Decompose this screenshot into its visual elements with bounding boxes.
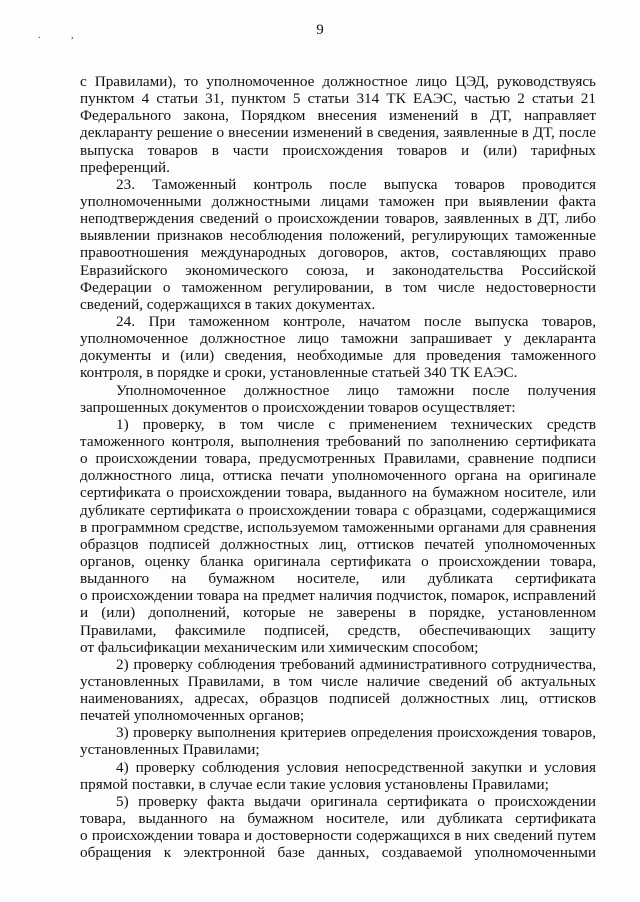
- text-line: установленных Правилами, в том числе наличие сведений об актуальных: [80, 672, 596, 690]
- text-line: контроля, в порядке и сроки, установленные статьей 340 ТК ЕАЭС.: [80, 364, 518, 382]
- text-line: в программном средстве, используемом таможенными органами для сравнения: [80, 518, 596, 536]
- text-line: Правилами, факсимиле подписей, средств, обеспечивающих защиту: [80, 621, 596, 639]
- text-line: сертификата о происхождении товара, выданного на бумажном носителе, или: [80, 484, 596, 502]
- text-line: 5) проверку факта выдачи оригинала сертификата о происхождении: [116, 792, 596, 810]
- text-line: от фальсификации механическим или химическим способом;: [80, 638, 479, 656]
- text-line: Евразийского экономического союза, и законодательства Российской: [80, 261, 596, 279]
- text-line: запрошенных документов о происхождении товаров осуществляет:: [80, 398, 516, 416]
- text-line: таможенного контроля, выполнения требований по заполнению сертификата: [80, 432, 596, 450]
- text-line: сведений, содержащихся в таких документах.: [80, 295, 376, 313]
- text-line: дубликате сертификата о происхождении товара с образцами, содержащимися: [80, 501, 596, 519]
- text-line: о происхождении товара на предмет наличия подчисток, помарок, исправлений: [80, 587, 596, 605]
- text-line: 23. Таможенный контроль после выпуска товаров проводится: [116, 175, 596, 193]
- text-line: установленных Правилами;: [80, 741, 260, 759]
- text-line: 24. При таможенном контроле, начатом после выпуска товаров,: [116, 312, 596, 330]
- text-line: 3) проверку выполнения критериев определения происхождения товаров,: [116, 724, 596, 742]
- text-line: Федерального закона, Порядком внесения изменений в ДТ, направляет: [80, 107, 596, 125]
- scan-marks: . ,: [38, 30, 88, 41]
- text-line: уполномоченными должностными лицами таможен при выявлении факта: [80, 192, 596, 210]
- text-line: декларанту решение о внесении изменений в сведения, заявленные в ДТ, после: [80, 124, 596, 142]
- document-text: [80, 73, 596, 861]
- text-line: с Правилами), то уполномоченное должностное лицо ЦЭД, руководствуясь: [80, 73, 596, 90]
- page-number: 9: [316, 22, 324, 38]
- text-line: прямой поставки, в случае если такие условия установлены Правилами;: [80, 775, 549, 793]
- text-line: преференций.: [80, 158, 170, 176]
- text-line: выявлении признаков несоблюдения положений, регулирующих таможенные: [80, 227, 596, 245]
- text-line: пунктом 4 статьи 31, пунктом 5 статьи 314 ТК ЕАЭС, частью 2 статьи 21: [80, 90, 596, 108]
- text-line: о происхождении товара, предусмотренных Правилами, сравнение подписи: [80, 450, 596, 468]
- text-line: о происхождении товара и достоверности содержащихся в них сведений путем: [80, 827, 596, 845]
- text-line: наименованиях, адресах, образцов подписей должностных лиц, оттисков: [80, 690, 596, 708]
- text-line: уполномоченное должностное лицо таможни запрашивает у декларанта: [80, 330, 596, 348]
- text-line: печатей уполномоченных органов;: [80, 707, 305, 725]
- text-line: образцов подписей должностных лиц, оттисков печатей уполномоченных: [80, 535, 596, 553]
- text-line: выпуска товаров в части происхождения товаров и (или) тарифных: [80, 141, 596, 159]
- text-line: правоотношения международных договоров, актов, составляющих право: [80, 244, 596, 262]
- text-line: товара, выданного на бумажном носителе, или дубликата сертификата: [80, 810, 596, 828]
- text-line: выданного на бумажном носителе, или дубликата сертификата: [80, 570, 596, 588]
- text-line: Уполномоченное должностное лицо таможни после получения: [116, 381, 596, 399]
- text-line: 1) проверку, в том числе с применением технических средств: [116, 415, 596, 433]
- text-line: неподтверждения сведений о происхождении товаров, заявленных в ДТ, либо: [80, 210, 596, 228]
- text-line: должностного лица, оттиска печати уполномоченного органа на оригинале: [80, 467, 596, 485]
- text-line: органов, оценку бланка оригинала сертификата о происхождении товара,: [80, 552, 596, 570]
- text-line: и (или) дополнений, которые не заверены в порядке, установленном: [80, 604, 596, 622]
- text-line: Федерации о таможенном регулировании, в том числе недостоверности: [80, 278, 596, 296]
- text-line: документы и (или) сведения, необходимые для проведения таможенного: [80, 347, 596, 365]
- text-line: обращения к электронной базе данных, создаваемой уполномоченными: [80, 844, 596, 862]
- text-line: 4) проверку соблюдения условия непосредственной закупки и условия: [116, 758, 596, 776]
- text-line: 2) проверку соблюдения требований административного сотрудничества,: [116, 655, 596, 673]
